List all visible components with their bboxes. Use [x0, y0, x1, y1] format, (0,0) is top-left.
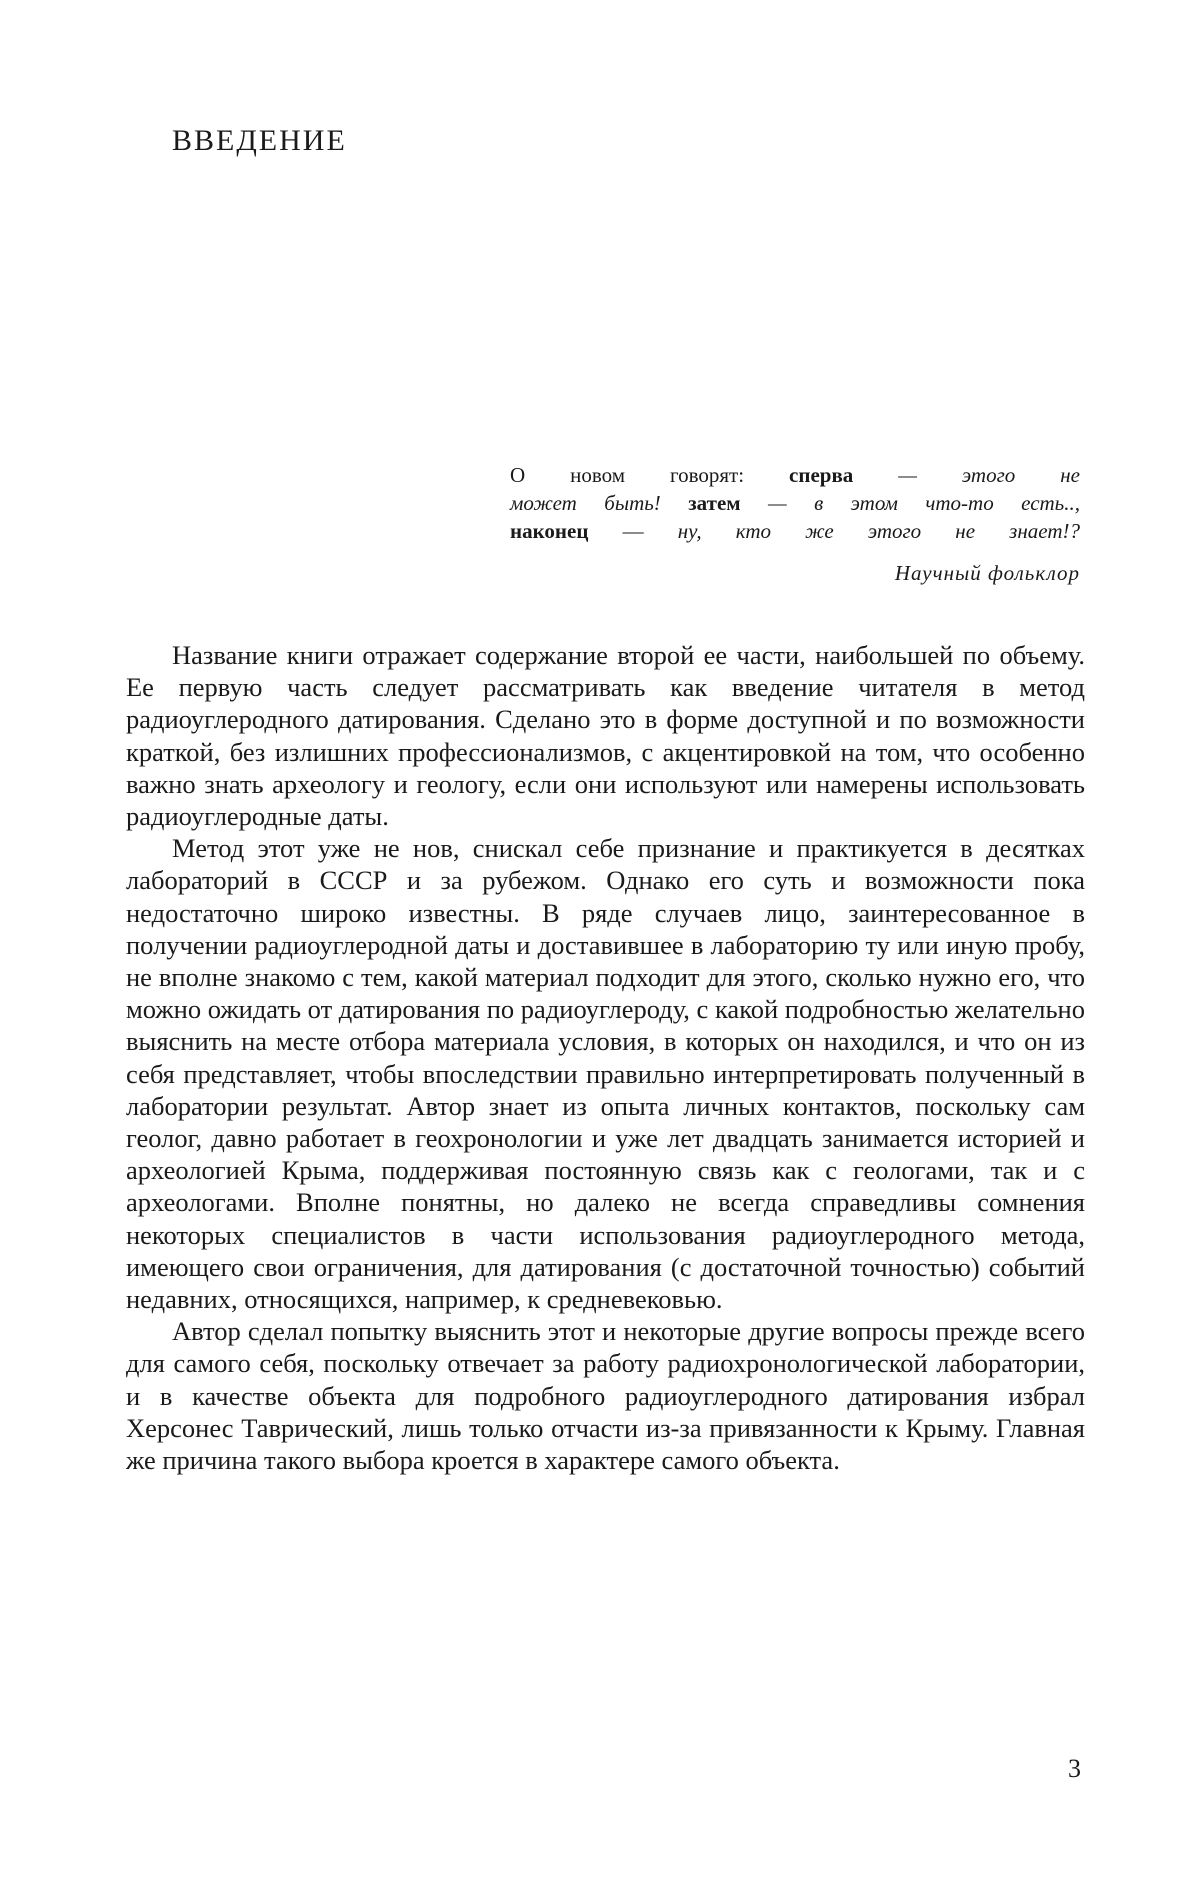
epigraph-emphasis: затем: [660, 491, 741, 515]
paragraph-2: Метод этот уже не нов, снискал себе признание и практикуется в десятках лабораторий в СССР и за рубежом. Однако его суть и возможности пока недостаточно широко известны. В ряде случаев лицо, заинтересованное в получении радиоуглеродной даты и доставившее в лабораторию ту или иную пробу, не вполне знакомо с тем, какой материал подходит для этого, сколько нужно его, что можно ожидать от датирования по радиоуглероду, с какой подробностью желательно выяснить на месте отбора материала условия, в которых он находился, и что он из себя представляет, чтобы впоследствии правильно интерпретировать полученный в лаборатории результат. Автор знает из опыта личных контактов, поскольку сам геолог, давно работает в геохронологии и уже лет двадцать занимается историей и археологией Крыма, поддерживая постоянную связь как с геологами, так и с археологами. Вполне понятны, но далеко не всегда справедливы сомнения некоторых специалистов в части использования радиоуглеродного метода, имеющего свои ограничения, для датирования (с достаточной точностью) событий недавних, относящихся, например, к средневековью.: [126, 833, 1085, 1315]
epigraph-line-2: [510, 489, 1080, 517]
page-number: 3: [1068, 1754, 1081, 1783]
epigraph-quote: — в этом что-то есть..,: [740, 491, 1080, 515]
epigraph-emphasis: наконец: [510, 519, 589, 543]
body-text: [126, 639, 1085, 1476]
chapter-heading: ВВЕДЕНИЕ: [172, 124, 347, 157]
paragraph-1: Название книги отражает содержание второй ее части, наибольшей по объему. Ее первую часть следует рассматривать как введение читателя в метод радиоуглеродного датирования. Сделано это в форме доступной и по возможности краткой, без излишних профессионализмов, с акцентировкой на том, что особенно важно знать археологу и геологу, если они используют или намерены использовать радиоуглеродные даты.: [126, 640, 1085, 832]
epigraph: [510, 461, 1080, 587]
epigraph-quote: может быть!: [510, 491, 661, 515]
epigraph-quote: ну, кто же этого не знает!?: [677, 519, 1080, 543]
epigraph-emphasis: сперва: [789, 463, 854, 487]
epigraph-source: Научный фольклор: [894, 561, 1080, 585]
epigraph-text: О новом говорят:: [510, 463, 790, 487]
epigraph-text: —: [588, 519, 678, 543]
paragraph-3: Автор сделал попытку выяснить этот и некоторые другие вопросы прежде всего для самого себя, поскольку отвечает за работу радиохронологической лаборатории, и в качестве объекта для подробного радиоуглеродного датирования избрал Херсонес Таврический, лишь только отчасти из-за привязанности к Крыму. Главная же причина такого выбора кроется в характере самого объекта.: [126, 1316, 1085, 1476]
epigraph-line-1: [510, 461, 1080, 489]
epigraph-line-3: [510, 517, 1080, 545]
epigraph-quote: — этого не: [853, 463, 1080, 487]
